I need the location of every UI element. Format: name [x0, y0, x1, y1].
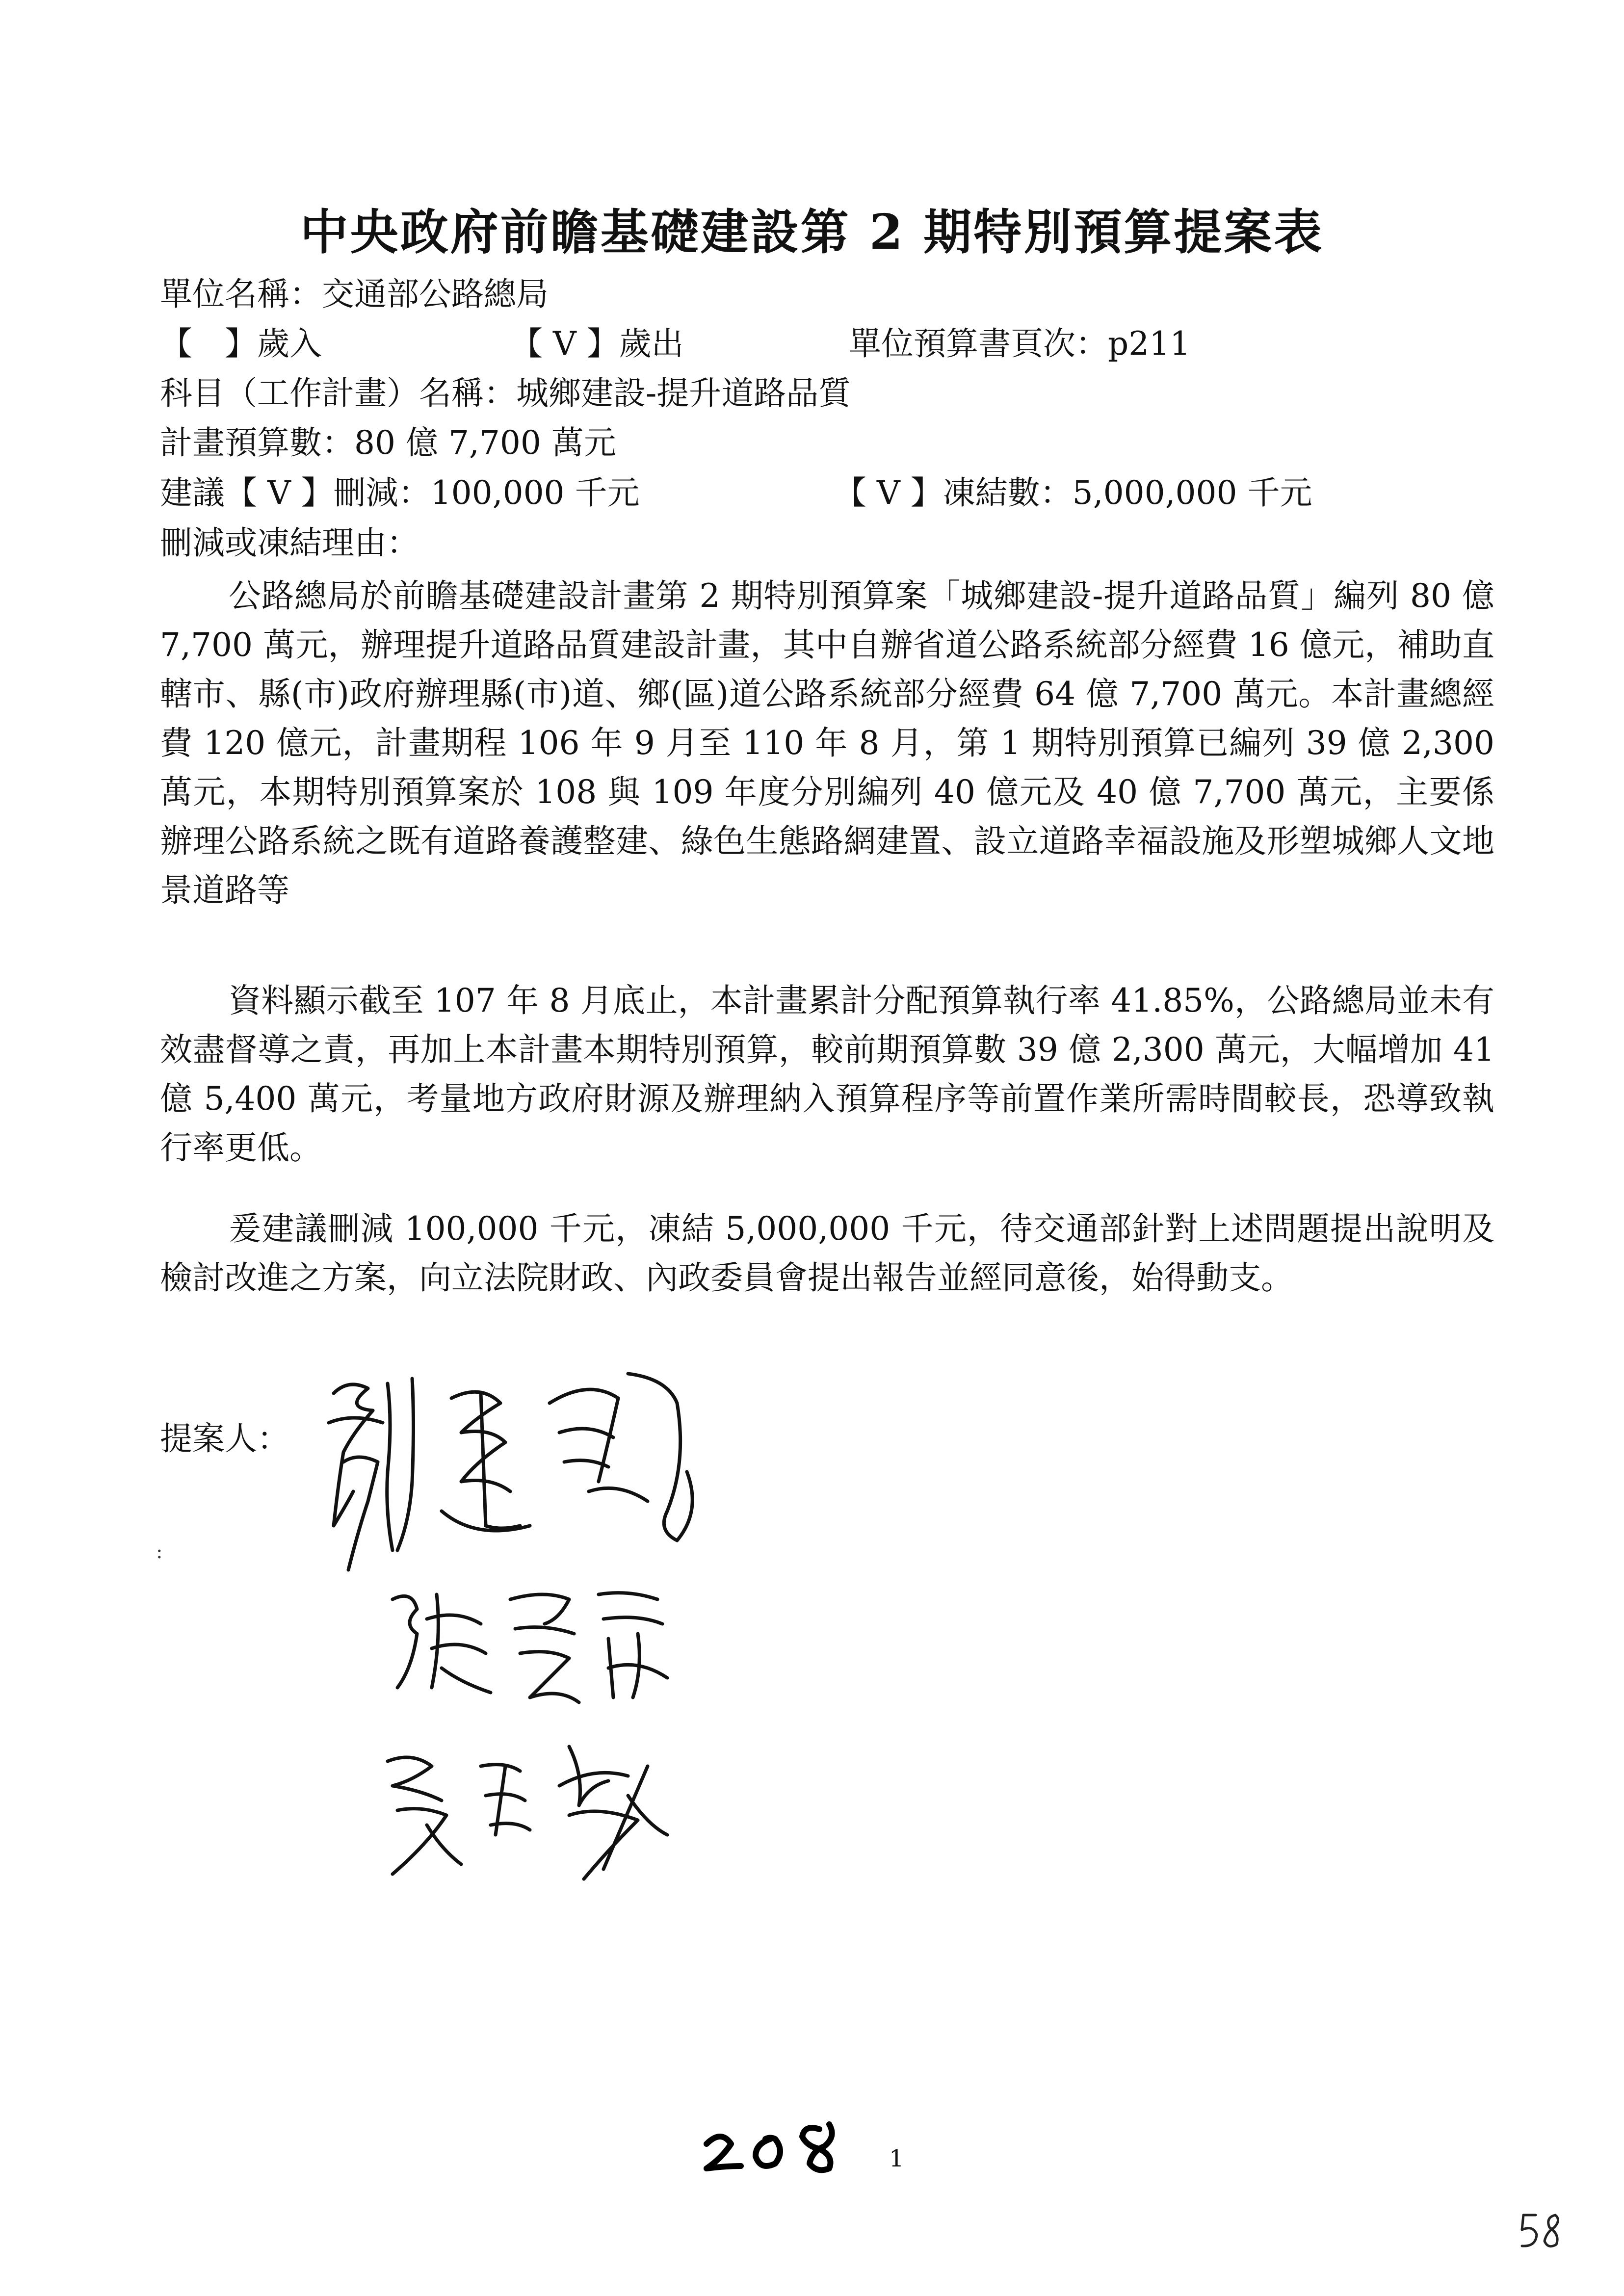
reason-heading: 刪減或凍結理由：	[160, 524, 419, 562]
unit-name: 單位名稱：交通部公路總局	[160, 275, 549, 313]
corner-page-number-image	[1516, 2208, 1570, 2257]
page-title: 中央政府前瞻基礎建設第 2 期特別預算提案表	[300, 204, 1324, 261]
stray-mark: :	[156, 1540, 163, 1563]
item-name: 科目（工作計畫）名稱：城鄉建設-提升道路品質	[160, 374, 851, 412]
proposer-label: 提案人：	[160, 1420, 289, 1458]
reason-paragraph-1: 公路總局於前瞻基礎建設計畫第 2 期特別預算案「城鄉建設-提升道路品質」編列 80 億 7,700 萬元，辦理提升道路品質建設計畫，其中自辦省道公路系統部分經費 16 億元，補助直轄市、縣(市)政府辦理縣(市)道、鄉(區)道公路系統部分經費 64 億 7,700 萬元。本計畫總經費 120 億元，計畫期程 106 年 9 月至 110 年 8 月，第 1 期特別預算已編列 39 億 2,300 萬元，本期特別預算案於 108 與 109 年度分別編列 40 億元及 40 億 7,700 萬元，主要係辦理公路系統之既有道路養護整建、綠色生態路網建置、設立道路幸福設施及形塑城鄉人文地景道路等	[160, 577, 1494, 909]
reason-paragraph-3: 爰建議刪減 100,000 千元，凍結 5,000,000 千元，待交通部針對上述問題提出說明及檢討改進之方案，向立法院財政、內政委員會提出報告並經同意後，始得動支。	[160, 1210, 1494, 1297]
plan-budget: 計畫預算數：80 億 7,700 萬元	[160, 424, 616, 462]
budget-page-ref: 單位預算書頁次：p211	[849, 325, 1191, 363]
signature-1-image	[314, 1364, 746, 1580]
handwritten-page-number-image	[697, 2110, 844, 2178]
signature-3-image	[373, 1737, 677, 1884]
signature-2-image	[383, 1580, 677, 1707]
cut-suggestion: 建議【 V 】刪減：100,000 千元	[160, 474, 640, 512]
expense-option: 【 V 】歲出	[510, 325, 684, 363]
income-option: 【 】歲入	[160, 325, 322, 363]
printed-page-number: 1	[889, 2145, 904, 2172]
freeze-suggestion: 【 V 】凍結數：5,000,000 千元	[834, 474, 1312, 512]
reason-paragraph-2: 資料顯示截至 107 年 8 月底止，本計畫累計分配預算執行率 41.85%，公路總局並未有效盡督導之責，再加上本計畫本期特別預算，較前期預算數 39 億 2,300 萬元，大幅增加 41 億 5,400 萬元，考量地方政府財源及辦理納入預算程序等前置作業所需時間較長，恐導致執行率更低。	[160, 982, 1494, 1167]
